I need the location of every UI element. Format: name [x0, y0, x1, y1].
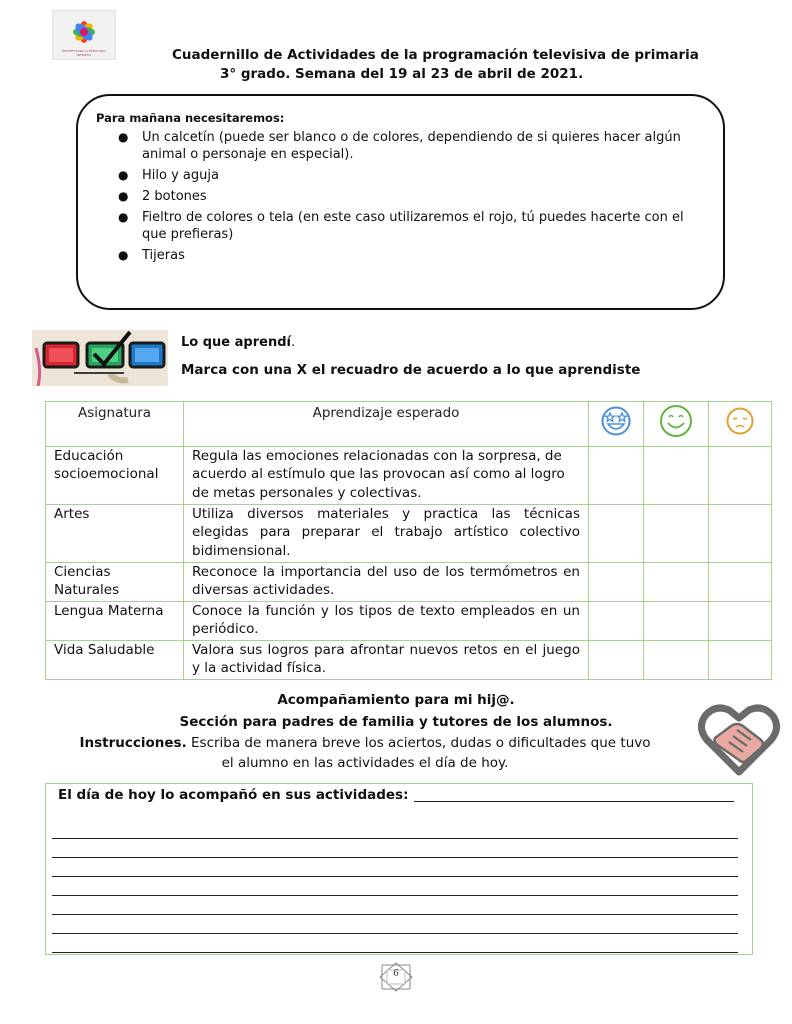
learning-table: [45, 401, 772, 680]
list-item-text: Un calcetín (puede ser blanco o de colores, dependiendo de si quieres hacer algún animal o personaje en especial).: [142, 130, 681, 162]
subject-cell: Educación socioemocional: [46, 446, 184, 504]
list-item-text: 2 botones: [142, 189, 207, 204]
page-title-line1: Cuadernillo de Actividades de la programación televisiva de primaria: [172, 47, 699, 63]
subject-cell: Vida Saludable: [46, 640, 184, 679]
header-subject: Asignatura: [46, 402, 184, 447]
bullet-icon: ●: [118, 130, 129, 144]
table-row: [46, 446, 772, 504]
rating-header-excellent: [589, 402, 644, 447]
table-row: [46, 504, 772, 562]
parents-section-subtitle: Sección para padres de familia y tutores de los alumnos.: [179, 714, 613, 730]
checkmark-boxes-icon: [32, 330, 168, 386]
star-eyes-face-icon: [600, 405, 632, 437]
learned-instruction: Marca con una X el recuadro de acuerdo a lo que aprendiste: [181, 362, 641, 378]
answer-line[interactable]: [52, 857, 738, 858]
bullet-icon: ●: [118, 210, 129, 224]
answer-line[interactable]: [52, 914, 738, 915]
flower-logo-icon: [63, 15, 105, 49]
school-logo: [52, 10, 116, 60]
bullet-icon: ●: [118, 248, 129, 262]
expected-cell: Regula las emociones relacionadas con la sorpresa, de acuerdo al estímulo que las provocan así como al logro de metas personales y colectivas.: [184, 446, 589, 504]
list-item-text: Hilo y aguja: [142, 168, 219, 183]
rating-cell-good[interactable]: [644, 562, 709, 601]
instructions-label: Instrucciones.: [79, 735, 187, 751]
list-item: [118, 129, 708, 163]
rating-cell-needs-work[interactable]: [709, 504, 772, 562]
learned-title: [181, 335, 295, 350]
handshake-heart-image: [697, 700, 781, 782]
rating-cell-excellent[interactable]: [589, 446, 644, 504]
rating-cell-good[interactable]: [644, 446, 709, 504]
rating-cell-needs-work[interactable]: [709, 640, 772, 679]
rating-cell-needs-work[interactable]: [709, 562, 772, 601]
rating-cell-good[interactable]: [644, 504, 709, 562]
answer-line[interactable]: [52, 838, 738, 839]
materials-heading: Para mañana necesitaremos:: [96, 111, 285, 125]
learned-title-bold: Lo que aprendí: [181, 335, 291, 350]
parents-section-title: Acompañamiento para mi hij@.: [277, 692, 515, 708]
page-number: 6: [393, 969, 399, 979]
subject-cell: Lengua Materna: [46, 601, 184, 640]
table-row: [46, 640, 772, 679]
rating-cell-needs-work[interactable]: [709, 446, 772, 504]
header-expected: Aprendizaje esperado: [184, 402, 589, 447]
answer-line[interactable]: [52, 933, 738, 934]
notes-box: [45, 783, 753, 955]
rating-header-good: [644, 402, 709, 447]
rating-cell-excellent[interactable]: [589, 601, 644, 640]
bullet-icon: ●: [118, 168, 129, 182]
expected-cell: Reconoce la importancia del uso de los termómetros en diversas actividades.: [184, 562, 589, 601]
rating-cell-excellent[interactable]: [589, 562, 644, 601]
logo-caption: PROFESTORA LITERATURA INFANTIL: [62, 49, 106, 57]
rating-header-needs-work: [709, 402, 772, 447]
rating-cell-good[interactable]: [644, 640, 709, 679]
smiling-face-icon: [659, 404, 693, 438]
expected-cell: Conoce la función y los tipos de texto empleados en un periódico.: [184, 601, 589, 640]
parents-instructions-line2: el alumno en las actividades el día de hoy.: [221, 755, 509, 771]
list-item: [118, 247, 708, 264]
handshake-heart-icon: [697, 700, 781, 778]
rating-cell-needs-work[interactable]: [709, 601, 772, 640]
list-item: [118, 167, 708, 184]
learned-title-end: .: [290, 335, 296, 350]
parents-instructions: [0, 735, 730, 751]
bullet-icon: ●: [118, 189, 129, 203]
table-row: [46, 601, 772, 640]
rating-cell-good[interactable]: [644, 601, 709, 640]
materials-list: [118, 129, 708, 268]
table-header-row: [46, 402, 772, 447]
list-item: [118, 209, 708, 243]
notes-label: El día de hoy lo acompañó en sus actividades:: [58, 787, 409, 803]
subject-cell: Artes: [46, 504, 184, 562]
rating-cell-excellent[interactable]: [589, 504, 644, 562]
expected-cell: Utiliza diversos materiales y practica las técnicas elegidas para preparar el trabajo artístico colectivo bidimensional.: [184, 504, 589, 562]
list-item: [118, 188, 708, 205]
rating-cell-excellent[interactable]: [589, 640, 644, 679]
expected-cell: Valora sus logros para afrontar nuevos retos en el juego y la actividad física.: [184, 640, 589, 679]
list-item-text: Fieltro de colores o tela (en este caso utilizaremos el rojo, tú puedes hacerte con el que prefieras): [142, 210, 684, 242]
checkmark-banner-image: [32, 330, 168, 386]
sad-face-icon: [725, 406, 755, 436]
list-item-text: Tijeras: [142, 248, 185, 263]
table-row: [46, 562, 772, 601]
answer-line[interactable]: [52, 895, 738, 896]
answer-line[interactable]: [414, 801, 734, 802]
instructions-text: Escriba de manera breve los aciertos, dudas o dificultades que tuvo: [186, 735, 651, 751]
subject-cell: Ciencias Naturales: [46, 562, 184, 601]
page-title-line2: 3° grado. Semana del 19 al 23 de abril de 2021.: [220, 66, 584, 82]
answer-line[interactable]: [52, 876, 738, 877]
answer-line[interactable]: [52, 952, 738, 953]
